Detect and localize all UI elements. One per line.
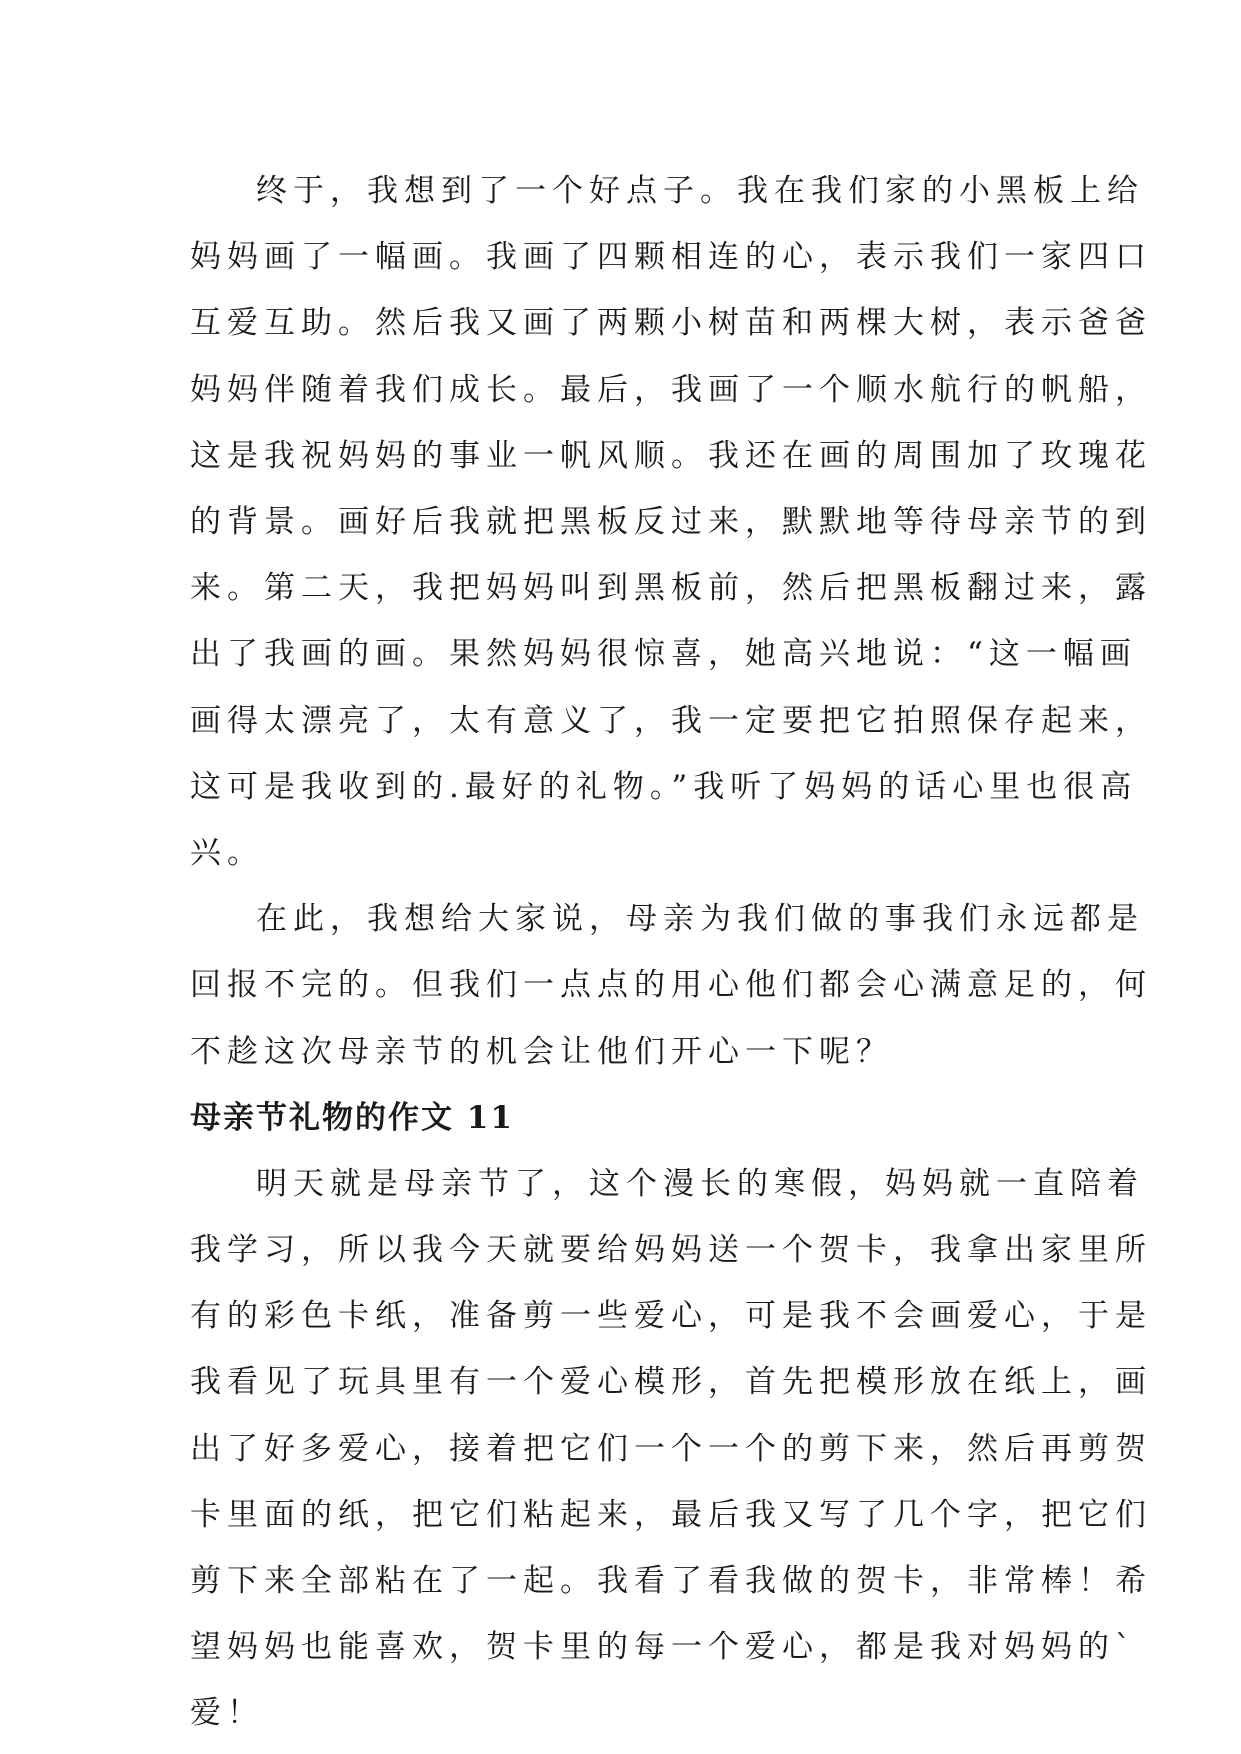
- text-line: 回报不完的。但我们一点点的用心他们都会心满意足的，何: [190, 967, 1152, 1004]
- text-line: 爱！: [190, 1695, 264, 1732]
- text-line: 望妈妈也能喜欢，贺卡里的每一个爱心，都是我对妈妈的`: [190, 1629, 1137, 1666]
- text-line: 来。第二天，我把妈妈叫到黑板前，然后把黑板翻过来，露: [190, 570, 1152, 607]
- paragraph-conclusion: [190, 886, 1152, 1085]
- essay-heading: 母亲节礼物的作文 11: [190, 1099, 514, 1136]
- text-line: 妈妈伴随着我们成长。最后，我画了一个顺水航行的帆船，: [190, 371, 1152, 408]
- text-line: 剪下来全部粘在了一起。我看了看我做的贺卡，非常棒！希: [190, 1563, 1152, 1600]
- text-line: 这可是我收到的.最好的礼物。”我听了妈妈的话心里也很高: [190, 768, 1138, 805]
- text-line: 我看见了玩具里有一个爱心模形，首先把模形放在纸上，画: [190, 1364, 1152, 1401]
- text-line: 这是我祝妈妈的事业一帆风顺。我还在画的周围加了玫瑰花: [190, 437, 1152, 474]
- text-line: 我学习，所以我今天就要给妈妈送一个贺卡，我拿出家里所: [190, 1232, 1152, 1269]
- text-line: 有的彩色卡纸，准备剪一些爱心，可是我不会画爱心，于是: [190, 1298, 1152, 1335]
- paragraph-greeting-card: [190, 1151, 1152, 1747]
- text-line: 兴。: [190, 835, 264, 872]
- text-line: 卡里面的纸，把它们粘起来，最后我又写了几个字，把它们: [190, 1496, 1152, 1533]
- text-line: 明天就是母亲节了，这个漫长的寒假，妈妈就一直陪着: [256, 1165, 1144, 1202]
- text-line: 互爱互助。然后我又画了两颗小树苗和两棵大树，表示爸爸: [190, 305, 1152, 342]
- text-line: 终于，我想到了一个好点子。我在我们家的小黑板上给: [256, 173, 1144, 209]
- text-line: 在此，我想给大家说，母亲为我们做的事我们永远都是: [256, 901, 1144, 938]
- text-line: 妈妈画了一幅画。我画了四颗相连的心，表示我们一家四口: [190, 239, 1152, 276]
- text-line: 出了我画的画。果然妈妈很惊喜，她高兴地说：“这一幅画: [190, 636, 1137, 673]
- paragraph-gift-drawing: [190, 158, 1152, 886]
- text-line: 不趁这次母亲节的机会让他们开心一下呢？: [190, 1033, 893, 1070]
- text-line: 出了好多爱心，接着把它们一个一个的剪下来，然后再剪贺: [190, 1430, 1152, 1467]
- document-body: [190, 158, 1152, 1747]
- text-line: 的背景。画好后我就把黑板反过来，默默地等待母亲节的到: [190, 504, 1152, 541]
- text-line: 画得太漂亮了，太有意义了，我一定要把它拍照保存起来，: [190, 702, 1152, 739]
